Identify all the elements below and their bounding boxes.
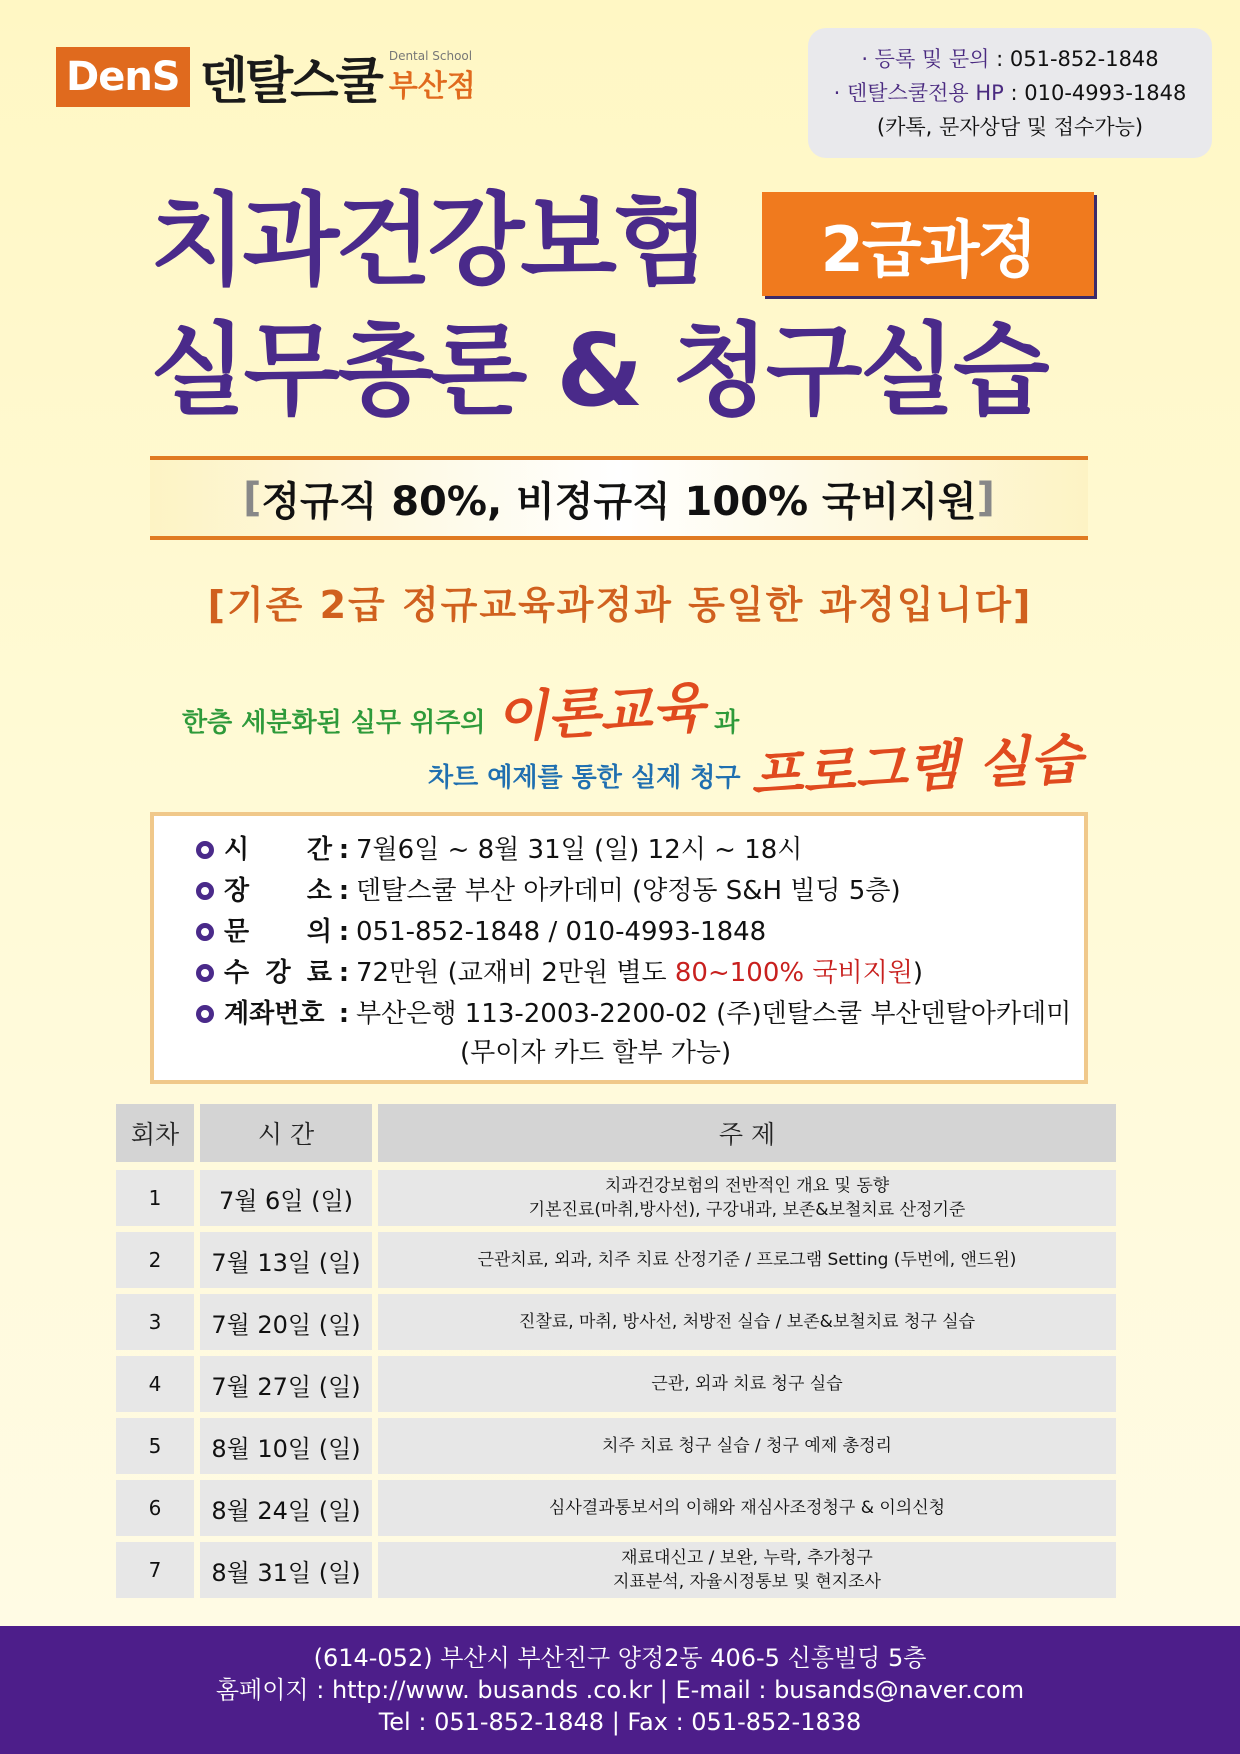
row-session: 2 <box>116 1232 194 1288</box>
topic-line: 치주 치료 청구 실습 / 청구 예제 총정리 <box>602 1436 892 1456</box>
info-colon: : <box>338 958 350 988</box>
row-session: 1 <box>116 1170 194 1226</box>
info-place-label <box>224 871 332 912</box>
header-time: 시 간 <box>200 1104 372 1162</box>
header-session: 회차 <box>116 1104 194 1162</box>
slogan-2-prefix: 차트 예제를 통한 실제 청구 <box>428 763 741 793</box>
table-row <box>116 1542 1116 1598</box>
schedule-table <box>116 1104 1116 1604</box>
course-info-box <box>150 812 1088 1084</box>
footer-web: 홈페이지 : http://www. busands .co.kr | E-mail : busands@naver.com <box>215 1676 1025 1704</box>
row-session: 6 <box>116 1480 194 1536</box>
bullet-icon <box>196 923 214 941</box>
schedule-body <box>116 1170 1116 1598</box>
funding-banner <box>150 456 1088 540</box>
label-char: 소 <box>306 876 332 906</box>
info-account-value: 부산은행 113-2003-2200-02 (주)덴탈스쿨 부산덴탈아카데미 <box>356 999 1072 1029</box>
topic-line: 심사결과통보서의 이해와 재심사조정청구 & 이의신청 <box>548 1498 946 1518</box>
slogan-1-suffix: 과 <box>714 708 740 738</box>
row-date: 8월 10일 (일) <box>200 1418 372 1474</box>
topic-line: 진찰료, 마취, 방사선, 처방전 실습 / 보존&보철치료 청구 실습 <box>518 1312 976 1332</box>
topic-line: 근관, 외과 치료 청구 실습 <box>651 1374 843 1394</box>
footer <box>0 1626 1240 1754</box>
logo-name: 덴탈스쿨 <box>199 52 381 110</box>
label-char: 수 <box>224 958 250 988</box>
label-char: 료 <box>306 958 332 988</box>
bracket-close: ] <box>976 475 995 521</box>
row-topic <box>378 1418 1116 1474</box>
row-session: 5 <box>116 1418 194 1474</box>
label-char: 문 <box>224 917 250 947</box>
info-colon: : <box>338 917 350 947</box>
bracket-open: [ <box>243 475 262 521</box>
contact-reg-value: : 051-852-1848 <box>989 47 1159 71</box>
footer-address: (614-052) 부산시 부산진구 양정2동 406-5 신흥빌딩 5층 <box>313 1644 927 1672</box>
grade-badge: 2급과정 <box>762 192 1094 296</box>
label-char: 강 <box>265 958 291 988</box>
contact-registration <box>861 42 1158 76</box>
info-colon: : <box>338 999 350 1029</box>
row-date: 7월 20일 (일) <box>200 1294 372 1350</box>
label-char: 간 <box>306 835 332 865</box>
row-topic <box>378 1170 1116 1226</box>
header-topic: 주 제 <box>378 1104 1116 1162</box>
row-date: 7월 27일 (일) <box>200 1356 372 1412</box>
row-date: 7월 13일 (일) <box>200 1232 372 1288</box>
info-inquiry-value: 051-852-1848 / 010-4993-1848 <box>356 917 767 947</box>
row-topic <box>378 1294 1116 1350</box>
bullet-icon <box>196 1005 214 1023</box>
info-fee-label <box>224 953 332 994</box>
funding-text: 정규직 80%, 비정규직 100% 국비지원 <box>261 478 977 525</box>
logo-sub-ko: 부산점 <box>388 69 476 104</box>
bullet-icon <box>196 882 214 900</box>
contact-hp <box>834 76 1187 110</box>
bullet-icon <box>196 841 214 859</box>
fee-highlight: 80~100% 국비지원 <box>674 958 913 988</box>
info-account-label: 계좌번호 <box>224 999 325 1029</box>
table-row <box>116 1480 1116 1536</box>
footer-tel: Tel : 051-852-1848 | Fax : 051-852-1838 <box>378 1708 862 1736</box>
label-char: 장 <box>224 876 250 906</box>
topic-line: 재료대신고 / 보완, 누락, 추가청구 <box>621 1548 873 1568</box>
info-colon: : <box>338 876 350 906</box>
topic-line: 치과건강보험의 전반적인 개요 및 동향 <box>604 1176 890 1196</box>
contact-hp-value: : 010-4993-1848 <box>1003 81 1187 105</box>
row-date: 7월 6일 (일) <box>200 1170 372 1226</box>
info-place <box>196 871 1084 912</box>
slogan-1-prefix: 한층 세분화된 실무 위주의 <box>182 708 486 738</box>
fee-text: 72만원 (교재비 2만원 별도 <box>356 958 675 988</box>
info-colon: : <box>338 835 350 865</box>
contact-reg-label: · 등록 및 문의 <box>861 47 990 71</box>
table-row <box>116 1356 1116 1412</box>
slogan-2-handwritten: 프로그램 실습 <box>749 726 1084 808</box>
brand-logo <box>56 44 476 110</box>
row-date: 8월 31일 (일) <box>200 1542 372 1598</box>
fee-text-end: ) <box>912 958 923 988</box>
table-row <box>116 1294 1116 1350</box>
label-char: 시 <box>224 835 250 865</box>
topic-line: 기본진료(마취,방사선), 구강내과, 보존&보철치료 산정기준 <box>528 1200 966 1220</box>
info-time-label <box>224 830 332 871</box>
slogan-line-2 <box>428 725 1092 808</box>
row-topic <box>378 1232 1116 1288</box>
logo-sub <box>389 49 476 105</box>
row-session: 3 <box>116 1294 194 1350</box>
title-line-1: 치과건강보험 <box>150 182 706 299</box>
row-topic <box>378 1356 1116 1412</box>
label-char: 의 <box>306 917 332 947</box>
same-course-notice: [기존 2급 정규교육과정과 동일한 과정입니다] <box>207 583 1033 627</box>
info-inquiry <box>196 912 1084 953</box>
info-inquiry-label <box>224 912 332 953</box>
info-account-note: (무이자 카드 할부 가능) <box>460 1038 732 1068</box>
row-session: 7 <box>116 1542 194 1598</box>
topic-line: 근관치료, 외과, 치주 치료 산정기준 / 프로그램 Setting (두번에, 앤드윈) <box>477 1250 1017 1270</box>
info-account <box>196 994 1084 1035</box>
row-topic <box>378 1542 1116 1598</box>
contact-note: (카톡, 문자상담 및 접수가능) <box>876 115 1144 139</box>
row-topic <box>378 1480 1116 1536</box>
table-row <box>116 1418 1116 1474</box>
slogan-1-handwritten: 이론교육 <box>494 674 706 750</box>
row-session: 4 <box>116 1356 194 1412</box>
table-row <box>116 1170 1116 1226</box>
contact-box <box>808 28 1212 158</box>
row-date: 8월 24일 (일) <box>200 1480 372 1536</box>
contact-hp-label: · 덴탈스쿨전용 HP <box>833 81 1004 105</box>
schedule-header <box>116 1104 1116 1162</box>
table-row <box>116 1232 1116 1288</box>
logo-sub-en: Dental School <box>388 49 473 63</box>
title-line-2: 실무총론 & 청구실습 <box>150 312 1047 429</box>
info-fee-value <box>356 953 923 994</box>
info-time <box>196 830 1084 871</box>
bullet-icon <box>196 964 214 982</box>
logo-mark: DenS <box>56 47 190 107</box>
topic-line: 지표분석, 자율시정통보 및 현지조사 <box>613 1572 881 1592</box>
info-time-value: 7월6일 ~ 8월 31일 (일) 12시 ~ 18시 <box>356 835 803 865</box>
info-place-value: 덴탈스쿨 부산 아카데미 (양정동 S&H 빌딩 5층) <box>356 876 901 906</box>
info-fee <box>196 953 1084 994</box>
